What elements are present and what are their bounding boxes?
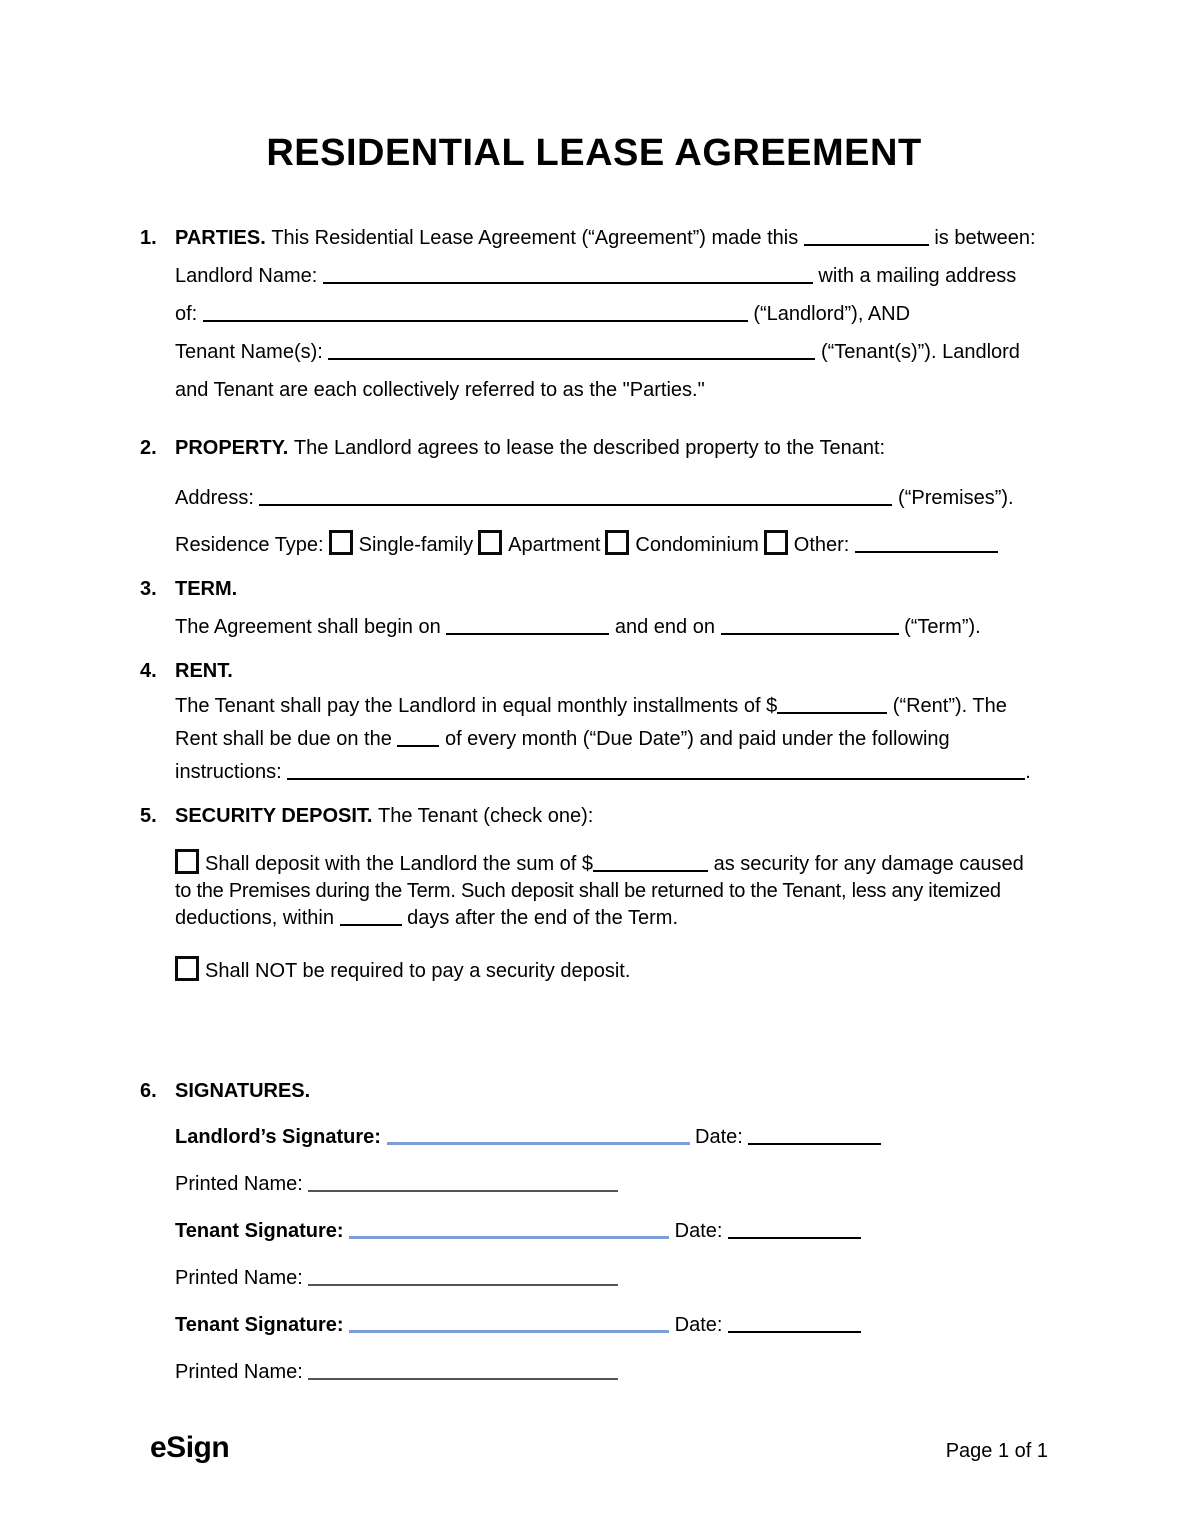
rent-line-3: [175, 723, 1048, 756]
rent-line-2: [175, 690, 1048, 723]
text-segment: Rent shall be due on the: [175, 728, 398, 750]
text-segment: Landlord Name:: [175, 265, 323, 287]
text-segment: Landlord’s Signature:: [175, 1126, 387, 1148]
document-body: [140, 219, 1048, 1385]
text-segment: Residence Type:: [175, 534, 324, 556]
single-family-checkbox[interactable]: [329, 530, 353, 555]
parties-line-1: [175, 219, 1048, 257]
text-segment: (“Tenant(s)”). Landlord: [815, 341, 1020, 363]
page-indicator: Page 1 of 1: [945, 1440, 1048, 1462]
text-segment: Other:: [793, 534, 855, 556]
text-segment: (“Premises”).: [892, 487, 1014, 509]
section-parties: [140, 219, 1048, 409]
parties-line-4: [175, 333, 1048, 371]
text-segment: Printed Name:: [175, 1267, 309, 1289]
text-segment: Date:: [689, 1126, 749, 1148]
text-segment: The Landlord agrees to lease the described property to the Tenant:: [293, 437, 886, 459]
tenant-sign-date-blank[interactable]: [728, 1221, 861, 1239]
text-segment: days after the end of the Term.: [401, 907, 679, 929]
text-segment: deductions, within: [175, 907, 340, 929]
section-content: [175, 429, 1048, 564]
text-segment: is between:: [928, 227, 1036, 249]
text-segment: The Agreement shall begin on: [175, 616, 447, 638]
landlord-sign-date-blank[interactable]: [748, 1127, 881, 1145]
text-segment: SIGNATURES.: [175, 1080, 311, 1102]
security-line-4: [175, 905, 1048, 932]
tenant2-signature-line[interactable]: [349, 1315, 669, 1333]
landlord-address-blank[interactable]: [203, 304, 748, 322]
property-line-1: [175, 429, 1048, 467]
term-end-date-blank[interactable]: [721, 617, 899, 635]
security-line-3: [175, 878, 1048, 905]
tenant-names-blank[interactable]: [328, 342, 815, 360]
document-title: RESIDENTIAL LEASE AGREEMENT: [266, 132, 922, 174]
text-segment: This Residential Lease Agreement (“Agreement”) made this: [271, 227, 804, 249]
text-segment: Apartment: [508, 534, 601, 556]
condominium-checkbox[interactable]: [605, 530, 629, 555]
section-number: 2.: [140, 437, 157, 459]
rent-amount-blank[interactable]: [777, 696, 887, 714]
text-segment: Tenant Name(s):: [175, 341, 329, 363]
signatures-line-2: [175, 1124, 1048, 1150]
security-line-1: [175, 797, 1048, 835]
text-segment: (“Rent”). The: [887, 695, 1007, 717]
text-segment: PARTIES.: [175, 227, 272, 249]
signatures-line-3: [175, 1171, 1048, 1197]
section-number: 3.: [140, 578, 157, 600]
signatures-line-7: [175, 1359, 1048, 1385]
text-segment: Address:: [175, 487, 260, 509]
tenant-signature-line[interactable]: [349, 1221, 669, 1239]
no-deposit-checkbox[interactable]: [175, 956, 199, 981]
term-line-1: [175, 570, 1048, 608]
apartment-checkbox[interactable]: [478, 530, 502, 555]
security-line-5: [175, 956, 1048, 986]
text-segment: .: [1025, 761, 1031, 783]
text-segment: of every month (“Due Date”) and paid under the following: [439, 728, 950, 750]
return-days-blank[interactable]: [340, 908, 402, 926]
text-segment: Printed Name:: [175, 1361, 309, 1383]
section-number: 4.: [140, 660, 157, 682]
tenant2-printed-name-blank[interactable]: [308, 1362, 618, 1380]
text-segment: Tenant Signature:: [175, 1314, 350, 1336]
signatures-line-6: [175, 1312, 1048, 1338]
section-security: [140, 797, 1048, 986]
esign-logo: eSign: [150, 1431, 230, 1464]
term-start-date-blank[interactable]: [446, 617, 609, 635]
section-content: [175, 797, 1048, 986]
section-property: [140, 429, 1048, 564]
text-segment: (“Landlord”), AND: [747, 303, 911, 325]
text-segment: TERM.: [175, 578, 238, 600]
text-segment: Date:: [669, 1220, 729, 1242]
text-segment: The Tenant shall pay the Landlord in equal monthly installments of $: [175, 695, 778, 717]
premises-address-blank[interactable]: [259, 488, 892, 506]
property-line-3: [175, 526, 1048, 564]
section-number: 5.: [140, 805, 157, 827]
security-deposit-checkbox[interactable]: [175, 849, 199, 874]
signatures-line-1: [175, 1072, 1048, 1110]
section-content: [175, 652, 1048, 789]
tenant-printed-name-blank[interactable]: [308, 1268, 618, 1286]
section-number: 1.: [140, 227, 157, 249]
signatures-line-4: [175, 1218, 1048, 1244]
section-number: 6.: [140, 1080, 157, 1102]
section-content: [175, 570, 1048, 646]
text-segment: Printed Name:: [175, 1173, 309, 1195]
parties-line-3: [175, 295, 1048, 333]
section-rent: [140, 652, 1048, 789]
text-segment: PROPERTY.: [175, 437, 294, 459]
deposit-amount-blank[interactable]: [593, 854, 708, 872]
parties-line-5: [175, 371, 1048, 409]
landlord-name-blank[interactable]: [323, 266, 813, 284]
text-segment: to the Premises during the Term. Such deposit shall be returned to the Tenant, less any itemized: [175, 880, 1001, 902]
due-day-blank[interactable]: [397, 729, 439, 747]
term-line-2: [175, 608, 1048, 646]
text-segment: Condominium: [635, 534, 759, 556]
text-segment: Tenant Signature:: [175, 1220, 350, 1242]
text-segment: (“Term”).: [898, 616, 981, 638]
text-segment: of:: [175, 303, 203, 325]
rent-line-1: [175, 652, 1048, 690]
text-segment: as security for any damage caused: [708, 853, 1024, 875]
text-segment: and end on: [609, 616, 721, 638]
section-signatures: [140, 1072, 1048, 1385]
security-line-2: [175, 849, 1048, 878]
text-segment: RENT.: [175, 660, 233, 682]
tenant2-sign-date-blank[interactable]: [728, 1315, 861, 1333]
rent-line-4: [175, 756, 1048, 789]
landlord-printed-name-blank[interactable]: [308, 1174, 618, 1192]
text-segment: Single-family: [358, 534, 474, 556]
text-segment: with a mailing address: [812, 265, 1017, 287]
section-content: [175, 219, 1048, 409]
text-segment: SECURITY DEPOSIT.: [175, 805, 379, 827]
section-content: [175, 1072, 1048, 1385]
section-term: [140, 570, 1048, 646]
property-line-2: [175, 479, 1048, 517]
text-segment: Date:: [669, 1314, 729, 1336]
text-segment: Shall deposit with the Landlord the sum of $: [205, 853, 594, 875]
landlord-signature-line[interactable]: [387, 1127, 690, 1145]
other-checkbox[interactable]: [764, 530, 788, 555]
payment-instructions-blank[interactable]: [287, 762, 1025, 780]
parties-line-2: [175, 257, 1048, 295]
text-segment: and Tenant are each collectively referred to as the "Parties.": [175, 379, 705, 401]
other-residence-blank[interactable]: [855, 535, 998, 553]
text-segment: Shall NOT be required to pay a security deposit.: [205, 960, 631, 982]
page-footer: [140, 1431, 1048, 1465]
text-segment: The Tenant (check one):: [378, 805, 594, 827]
text-segment: instructions:: [175, 761, 288, 783]
agreement-date-blank[interactable]: [804, 228, 929, 246]
signatures-line-5: [175, 1265, 1048, 1291]
